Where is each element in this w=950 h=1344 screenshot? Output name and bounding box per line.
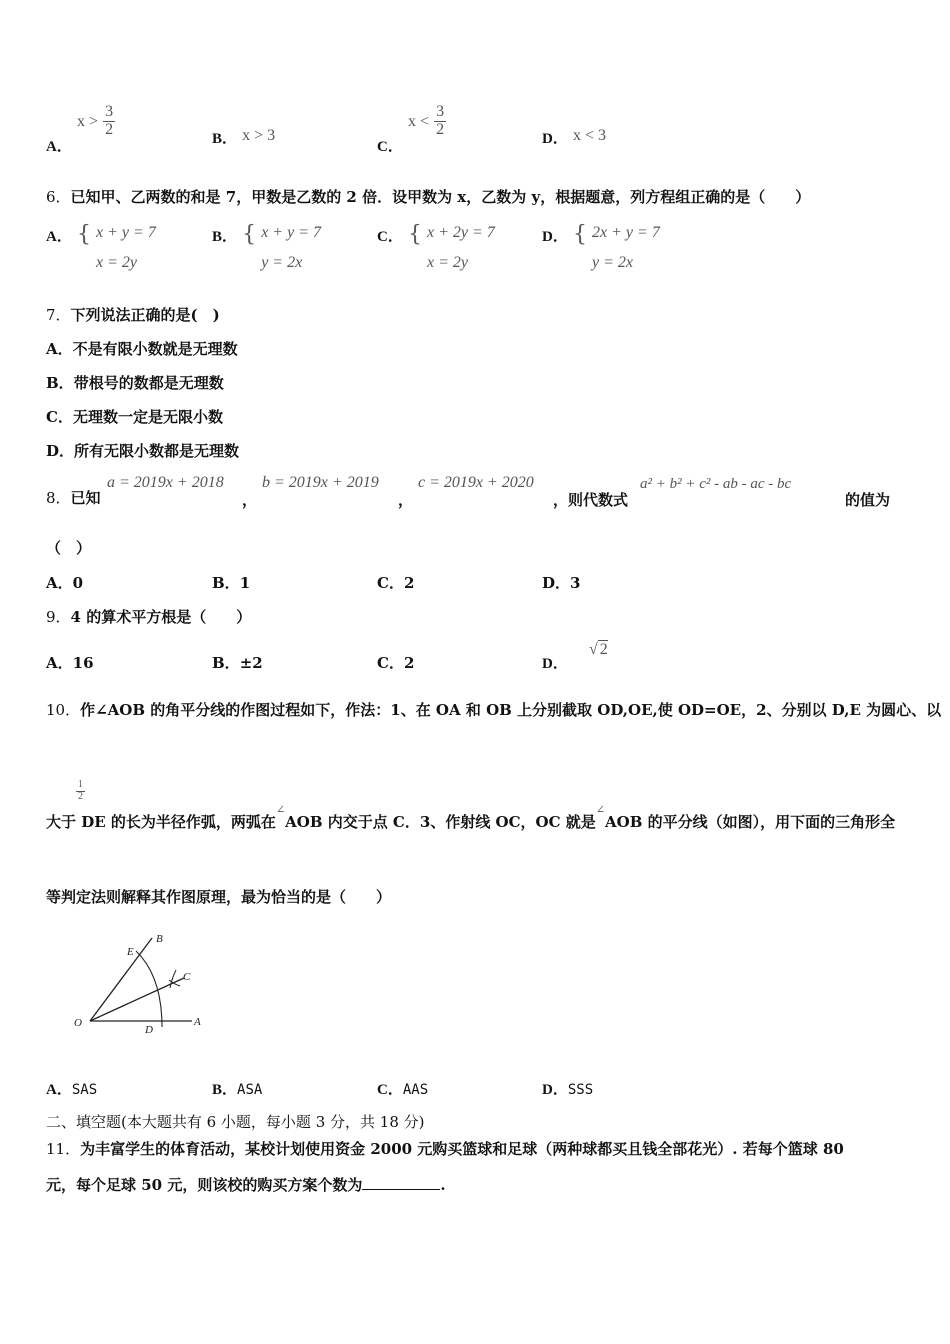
q5-option-c bbox=[377, 103, 446, 155]
q8-option-d bbox=[542, 572, 580, 593]
q10-figure bbox=[66, 928, 216, 1038]
q8-sep-1: ， bbox=[242, 491, 258, 509]
q9-option-d bbox=[542, 638, 608, 672]
q5-option-d-label: D． bbox=[542, 131, 568, 147]
q10-option-b bbox=[212, 1078, 262, 1099]
q8-number: 8． bbox=[46, 489, 71, 507]
q6-stem-text: 已知甲、乙两数的和是 7，甲数是乙数的 2 倍．设甲数为 x，乙数为 y，根据题意，列方程组正确的是（ ） bbox=[70, 188, 811, 206]
q10-option-b-text: ASA bbox=[237, 1082, 263, 1098]
q6-option-b-system bbox=[261, 218, 321, 278]
q6-option-b bbox=[212, 218, 321, 278]
q11-answer-blank[interactable] bbox=[362, 1175, 440, 1190]
q10-line1 bbox=[46, 699, 941, 720]
q10-half-num: 1 bbox=[78, 779, 83, 790]
q8-paren: （ ） bbox=[46, 539, 92, 557]
q10-option-c-text: AAS bbox=[402, 1082, 429, 1098]
q11-end: . bbox=[440, 1176, 446, 1194]
q7-stem bbox=[46, 304, 220, 325]
q10-angle-1: ∠ bbox=[275, 804, 286, 816]
q8-stem bbox=[46, 487, 101, 508]
q10-option-b-label: B． bbox=[212, 1082, 238, 1098]
q6-option-c-system bbox=[427, 218, 495, 278]
q6-option-b-brace: { bbox=[242, 221, 257, 247]
q6-option-d-system bbox=[592, 218, 660, 278]
q8-sep-2: ， bbox=[398, 491, 414, 509]
q8-option-b bbox=[212, 572, 250, 593]
q9-option-c-text: 2 bbox=[403, 654, 415, 672]
q5-option-b bbox=[212, 127, 275, 148]
q5-option-b-text: x > 3 bbox=[242, 127, 276, 144]
q6-option-d-label: D． bbox=[542, 228, 568, 245]
q8-option-d-label: D． bbox=[542, 574, 571, 592]
q9-option-b-label: B． bbox=[212, 654, 240, 672]
q6-option-a bbox=[46, 218, 156, 278]
q6-option-d bbox=[542, 218, 660, 278]
q5-option-a bbox=[46, 103, 115, 155]
q11-line1-text: 为丰富学生的体育活动，某校计划使用资金 2000 元购买篮球和足球（两种球都买且钱全部花光）. 若每个篮球 80 bbox=[80, 1140, 844, 1158]
q10-line2 bbox=[46, 804, 896, 832]
q11-number: 11． bbox=[46, 1140, 81, 1158]
q5-option-a-fraction bbox=[103, 104, 115, 139]
q6-number: 6． bbox=[46, 188, 71, 206]
label-c: C bbox=[183, 971, 191, 983]
q6-stem bbox=[46, 186, 810, 207]
q10-line2-c: AOB 的平分线（如图），用下面的三角形全 bbox=[605, 813, 896, 831]
q6-option-d-eq2: y = 2x bbox=[592, 254, 634, 271]
q7-option-d-label: D． bbox=[46, 442, 75, 460]
q9-stem-text: 4 的算术平方根是（ ） bbox=[70, 608, 252, 626]
section2-title: 二、填空题(本大题共有 6 小题，每小题 3 分，共 18 分) bbox=[46, 1113, 425, 1131]
q10-half-fraction bbox=[76, 780, 85, 802]
q5-option-c-num: 3 bbox=[436, 103, 445, 120]
q7-option-b bbox=[46, 372, 224, 393]
q8-option-a-label: A． bbox=[46, 574, 73, 592]
q7-option-a-label: A． bbox=[46, 340, 73, 358]
q5-option-a-label: A． bbox=[46, 138, 72, 155]
q9-option-d-sqrt: √ 2 bbox=[588, 641, 608, 658]
q9-option-b bbox=[212, 652, 263, 673]
ray-oc bbox=[90, 978, 184, 1021]
q6-option-a-brace: { bbox=[76, 221, 91, 247]
arc-from-d bbox=[170, 970, 176, 988]
q7-option-d-text: 所有无限小数都是无理数 bbox=[74, 442, 240, 460]
q6-option-b-label: B． bbox=[212, 228, 238, 245]
q10-line2-b: AOB 内交于点 C．3、作射线 OC，OC 就是 bbox=[285, 813, 596, 831]
q10-option-a-text: SAS bbox=[71, 1082, 98, 1098]
q8-eq-c: c = 2019x + 2020 bbox=[418, 474, 534, 491]
q10-option-a bbox=[46, 1078, 97, 1099]
q6-option-c-brace: { bbox=[407, 221, 422, 247]
q8-option-c-text: 2 bbox=[403, 574, 415, 592]
q8-eq-a: a = 2019x + 2018 bbox=[107, 474, 224, 491]
q10-option-d-text: SSS bbox=[567, 1082, 594, 1098]
q10-line3: 等判定法则解释其作图原理，最为恰当的是（ ） bbox=[46, 888, 392, 906]
q6-option-d-eq1: 2x + y = 7 bbox=[592, 224, 660, 241]
q9-option-d-radicand: 2 bbox=[599, 641, 608, 658]
q11-line2-text: 元，每个足球 50 元，则该校的购买方案个数为 bbox=[46, 1176, 363, 1194]
q6-option-c bbox=[377, 218, 495, 278]
q6-option-a-eq1: x + y = 7 bbox=[96, 224, 156, 241]
q6-option-c-eq1: x + 2y = 7 bbox=[427, 224, 495, 241]
label-e: E bbox=[127, 946, 134, 958]
q7-stem-text: 下列说法正确的是( ) bbox=[70, 306, 220, 324]
q8-expression: a² + b² + c² - ab - ac - bc bbox=[640, 476, 792, 492]
q11-line2 bbox=[46, 1174, 446, 1195]
q7-option-c-text: 无理数一定是无限小数 bbox=[72, 408, 223, 426]
q10-option-d bbox=[542, 1078, 593, 1099]
q7-option-a-text: 不是有限小数就是无理数 bbox=[72, 340, 238, 358]
q8-option-b-label: B． bbox=[212, 574, 240, 592]
q8-option-b-text: 1 bbox=[239, 574, 251, 592]
q10-half-den: 2 bbox=[78, 790, 83, 802]
q9-number: 9． bbox=[46, 608, 71, 626]
q5-option-a-lhs: x > bbox=[76, 112, 98, 130]
q9-stem bbox=[46, 606, 251, 627]
q8-option-c bbox=[377, 572, 414, 593]
q7-option-c-label: C． bbox=[46, 408, 73, 426]
q9-option-c-label: C． bbox=[377, 654, 404, 672]
q6-option-c-label: C． bbox=[377, 228, 403, 245]
q9-option-a bbox=[46, 652, 94, 673]
q5-option-b-label: B． bbox=[212, 131, 238, 147]
ray-ob bbox=[90, 938, 152, 1021]
q5-option-c-lhs: x < bbox=[407, 112, 429, 130]
q8-mid: ，则代数式 bbox=[553, 491, 629, 509]
q7-number: 7． bbox=[46, 306, 71, 324]
q6-option-a-system bbox=[96, 218, 156, 278]
q10-option-d-label: D． bbox=[542, 1082, 568, 1098]
q5-option-d bbox=[542, 127, 606, 148]
q5-option-c-label: C． bbox=[377, 138, 403, 155]
label-a: A bbox=[194, 1016, 201, 1028]
q11-line1 bbox=[46, 1138, 844, 1159]
q10-angle-2: ∠ bbox=[595, 804, 605, 816]
q6-option-b-eq1: x + y = 7 bbox=[261, 224, 321, 241]
q5-option-c-fraction bbox=[434, 104, 446, 139]
q9-option-a-text: 16 bbox=[72, 654, 94, 672]
q6-option-c-eq2: x = 2y bbox=[427, 254, 469, 271]
q10-option-c bbox=[377, 1078, 428, 1099]
q8-option-c-label: C． bbox=[377, 574, 404, 592]
q9-option-a-label: A． bbox=[46, 654, 73, 672]
q9-option-d-label: D． bbox=[542, 656, 568, 672]
q9-option-b-text: ±2 bbox=[239, 654, 263, 672]
label-b: B bbox=[156, 933, 163, 945]
q8-option-d-text: 3 bbox=[570, 574, 581, 592]
arc-de bbox=[136, 951, 162, 1027]
q8-eq-b: b = 2019x + 2019 bbox=[262, 474, 379, 491]
q5-option-d-text: x < 3 bbox=[572, 127, 606, 144]
q7-option-b-text: 带根号的数都是无理数 bbox=[73, 374, 224, 392]
q10-option-c-label: C． bbox=[377, 1082, 403, 1098]
q7-option-b-label: B． bbox=[46, 374, 74, 392]
q5-option-c-den: 2 bbox=[436, 120, 445, 138]
q8-option-a-text: 0 bbox=[72, 574, 84, 592]
q6-option-b-eq2: y = 2x bbox=[261, 254, 303, 271]
q5-option-a-den: 2 bbox=[105, 120, 114, 138]
q7-option-a bbox=[46, 338, 238, 359]
q5-option-a-num: 3 bbox=[105, 103, 114, 120]
label-d: D bbox=[145, 1024, 153, 1036]
q6-option-a-eq2: x = 2y bbox=[96, 254, 138, 271]
q10-number: 10． bbox=[46, 701, 81, 719]
q9-option-c bbox=[377, 652, 414, 673]
q7-option-c bbox=[46, 406, 223, 427]
q8-intro: 已知 bbox=[70, 489, 101, 507]
q10-option-a-label: A． bbox=[46, 1082, 72, 1098]
q10-line1-text: 作∠AOB 的角平分线的作图过程如下，作法：1、在 OA 和 OB 上分别截取 OD,OE,使 OD=OE，2、分别以 D,E 为圆心、以 bbox=[80, 701, 942, 719]
q10-line2-a: 大于 DE 的长为半径作弧，两弧在 bbox=[46, 813, 276, 831]
q8-tail: 的值为 bbox=[845, 491, 891, 509]
label-o: O bbox=[74, 1017, 82, 1029]
q6-option-d-brace: { bbox=[572, 221, 587, 247]
q8-option-a bbox=[46, 572, 83, 593]
q6-option-a-label: A． bbox=[46, 228, 72, 245]
q7-option-d bbox=[46, 440, 239, 461]
